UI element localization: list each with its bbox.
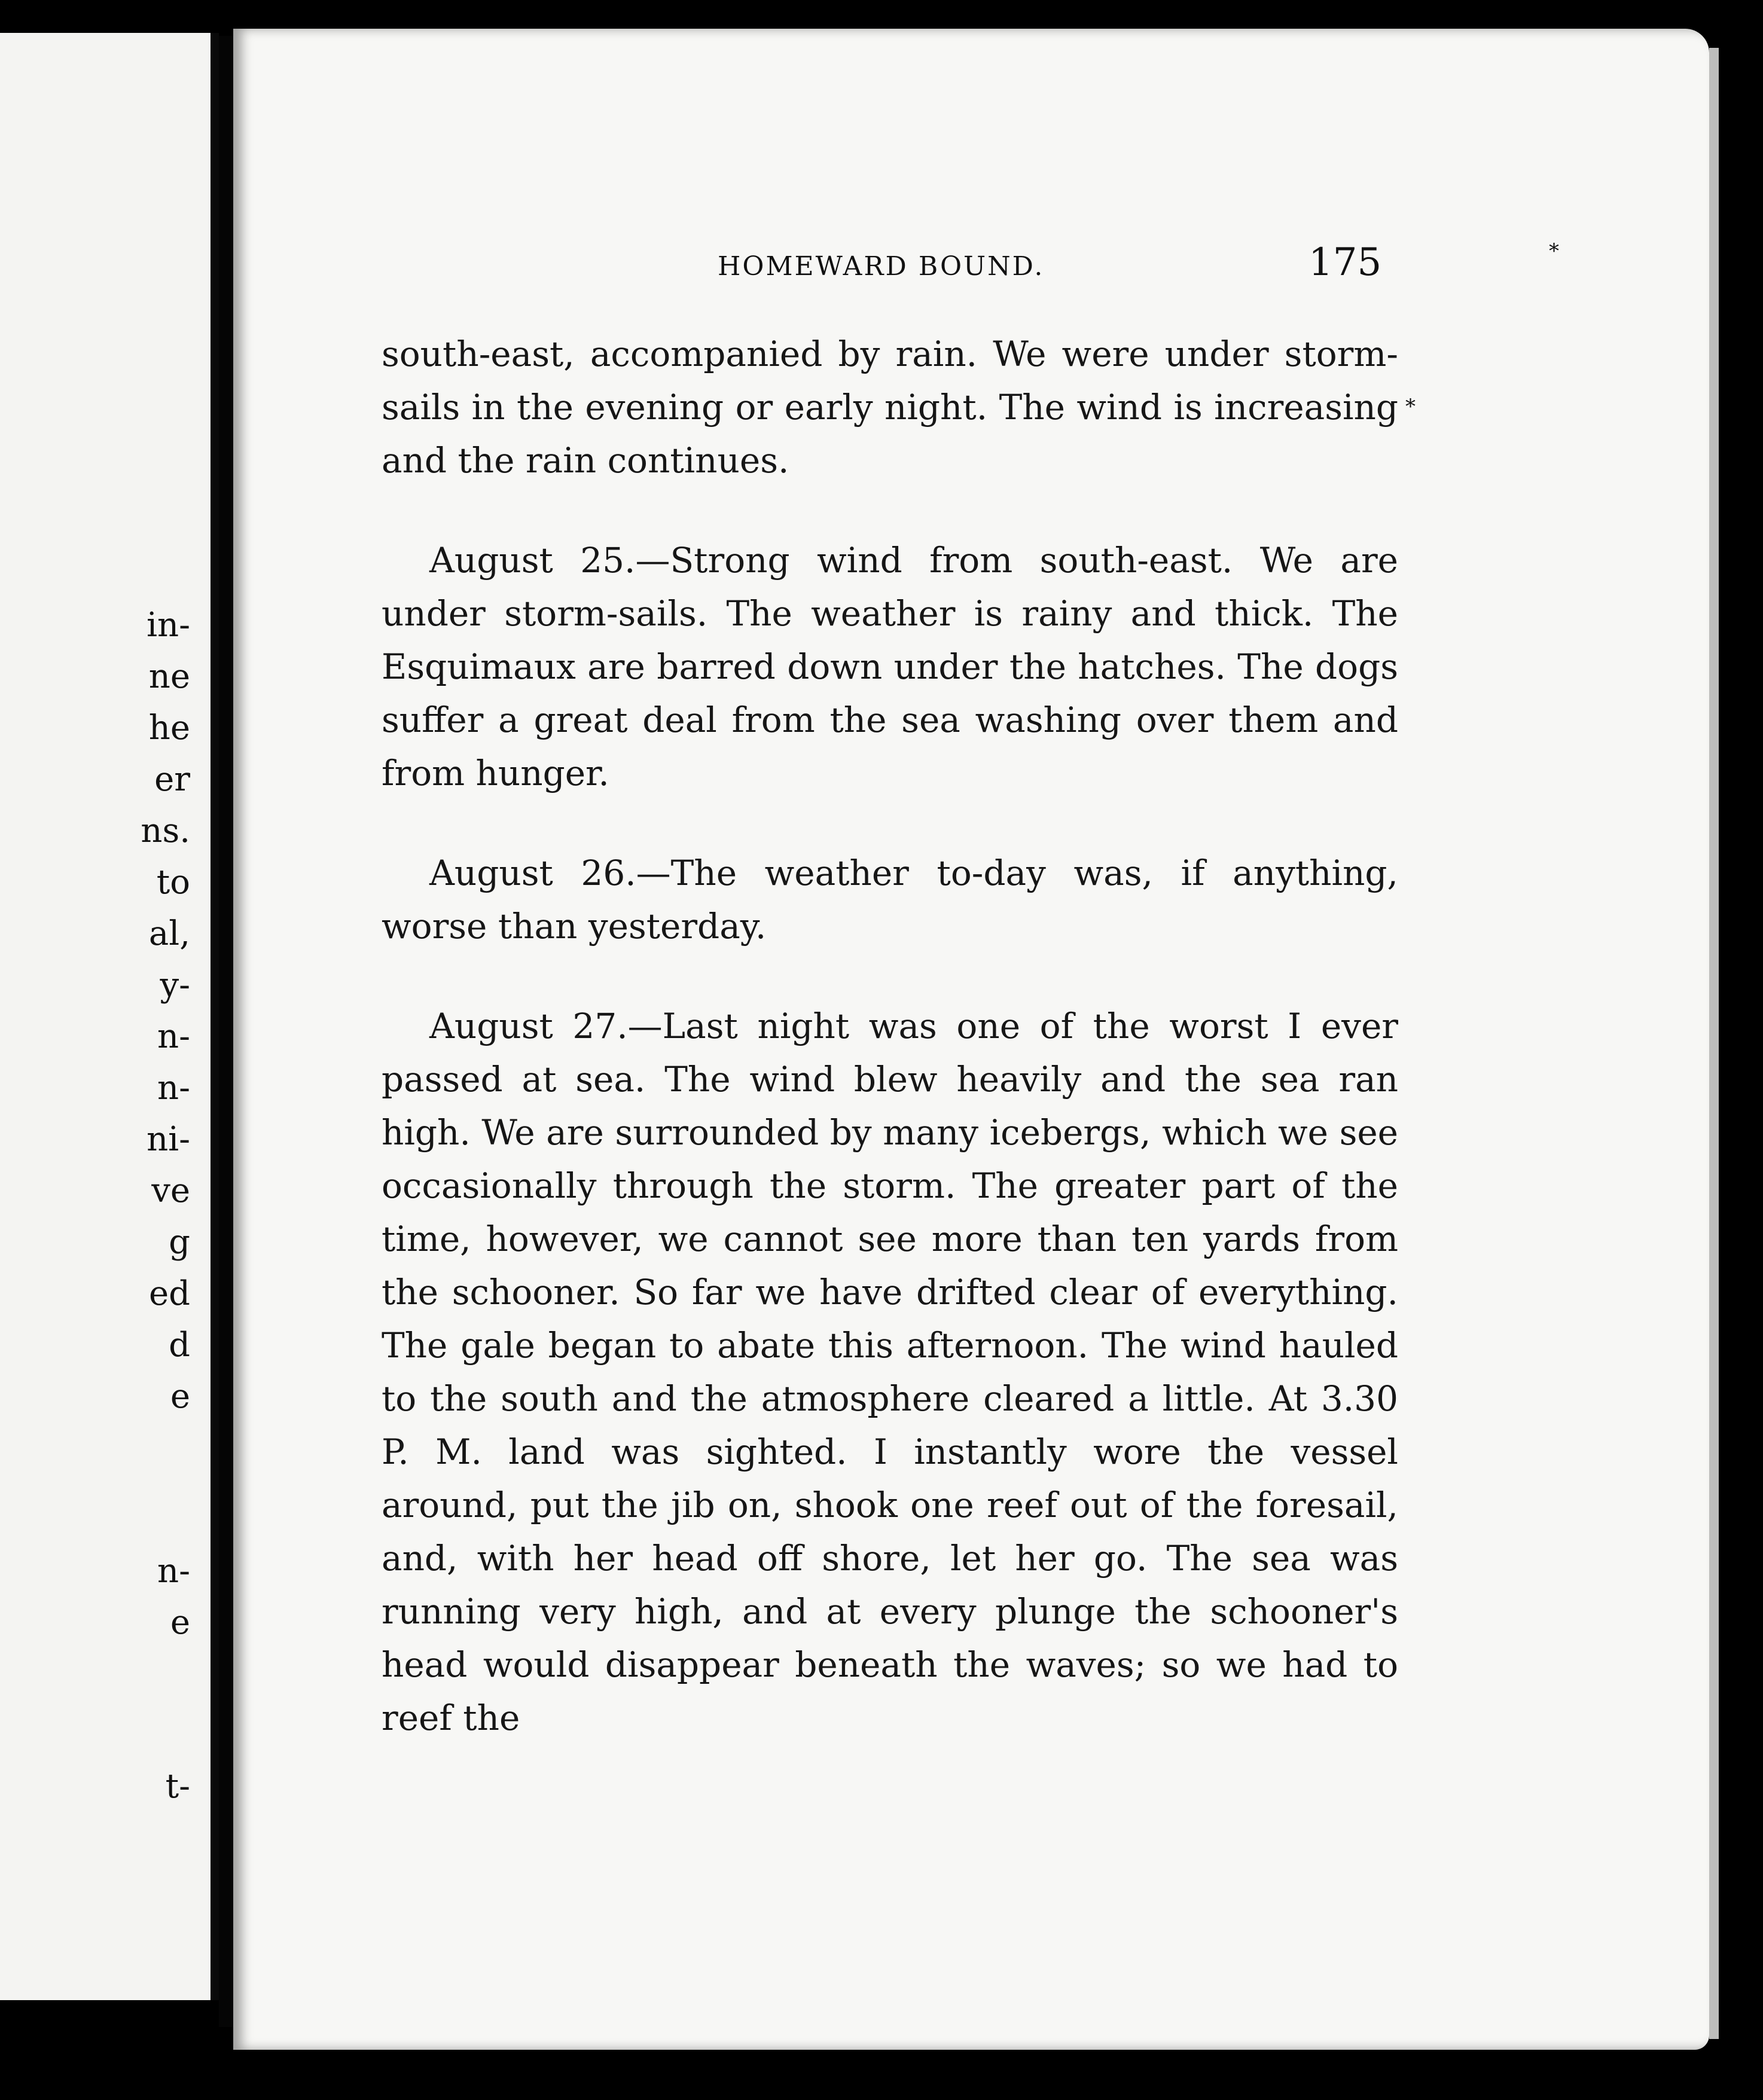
margin-fragment: d	[169, 1326, 190, 1365]
body-text	[382, 328, 1398, 1791]
margin-fragment: e	[170, 1377, 190, 1416]
page-edge	[1709, 48, 1719, 2039]
margin-fragment: ve	[151, 1171, 190, 1210]
running-head: HOMEWARD BOUND.	[718, 251, 1045, 282]
paragraph-continuation: south-east, accompanied by rain. We were under storm-sails in the evening or early night. The wind is increasing and the rain continues.	[382, 334, 1398, 481]
page-175	[233, 29, 1709, 2050]
margin-fragment: e	[170, 1603, 190, 1642]
margin-fragment: ed	[149, 1274, 190, 1313]
margin-mark: *	[1405, 395, 1416, 419]
margin-fragment: y-	[160, 966, 190, 1005]
paragraph-august-25: August 25.—Strong wind from south-east. We are under storm-sails. The weather is rainy and thick. The Esquimaux are barred down under the hatches. The dogs suffer a great deal from the sea washing over them and from hunger.	[382, 540, 1398, 793]
margin-fragment: to	[156, 863, 190, 902]
paragraph-august-27: August 27.—Last night was one of the worst I ever passed at sea. The wind blew heavily and the sea ran high. We are surrounded by many icebergs, which we see occasionally through the storm. The greater part of the time, however, we cannot see more than ten yards from the schooner. So far we have drifted clear of everything. The gale began to abate this afternoon. The wind hauled to the south and the atmosphere cleared a little. At 3.30 P. M. land was sighted. I instantly wore the vessel around, put the jib on, shook one reef out of the foresail, and, with her head off shore, let her go. The sea was running very high, and at every plunge the schooner's head would disappear beneath the waves; so we had to reef the	[382, 1006, 1398, 1738]
margin-fragment: ne	[148, 657, 190, 696]
margin-fragment: ni-	[147, 1120, 190, 1159]
margin-fragment: er	[154, 760, 190, 799]
margin-fragment: n-	[157, 1017, 190, 1056]
margin-fragment: t-	[165, 1767, 190, 1806]
page-header	[233, 227, 1709, 285]
margin-fragment: ns.	[141, 811, 190, 850]
page-number: 175	[1308, 240, 1382, 285]
margin-fragment: in-	[147, 606, 190, 645]
paragraph-august-26: August 26.—The weather to-day was, if anything, worse than yesterday.	[382, 853, 1398, 947]
facing-page-left	[0, 33, 219, 2000]
margin-fragment: g	[169, 1223, 190, 1262]
margin-fragment: n-	[157, 1069, 190, 1107]
margin-fragment: al,	[148, 914, 190, 953]
margin-fragment: n-	[157, 1552, 190, 1591]
margin-fragment: he	[148, 709, 190, 747]
margin-mark: *	[1549, 239, 1559, 263]
